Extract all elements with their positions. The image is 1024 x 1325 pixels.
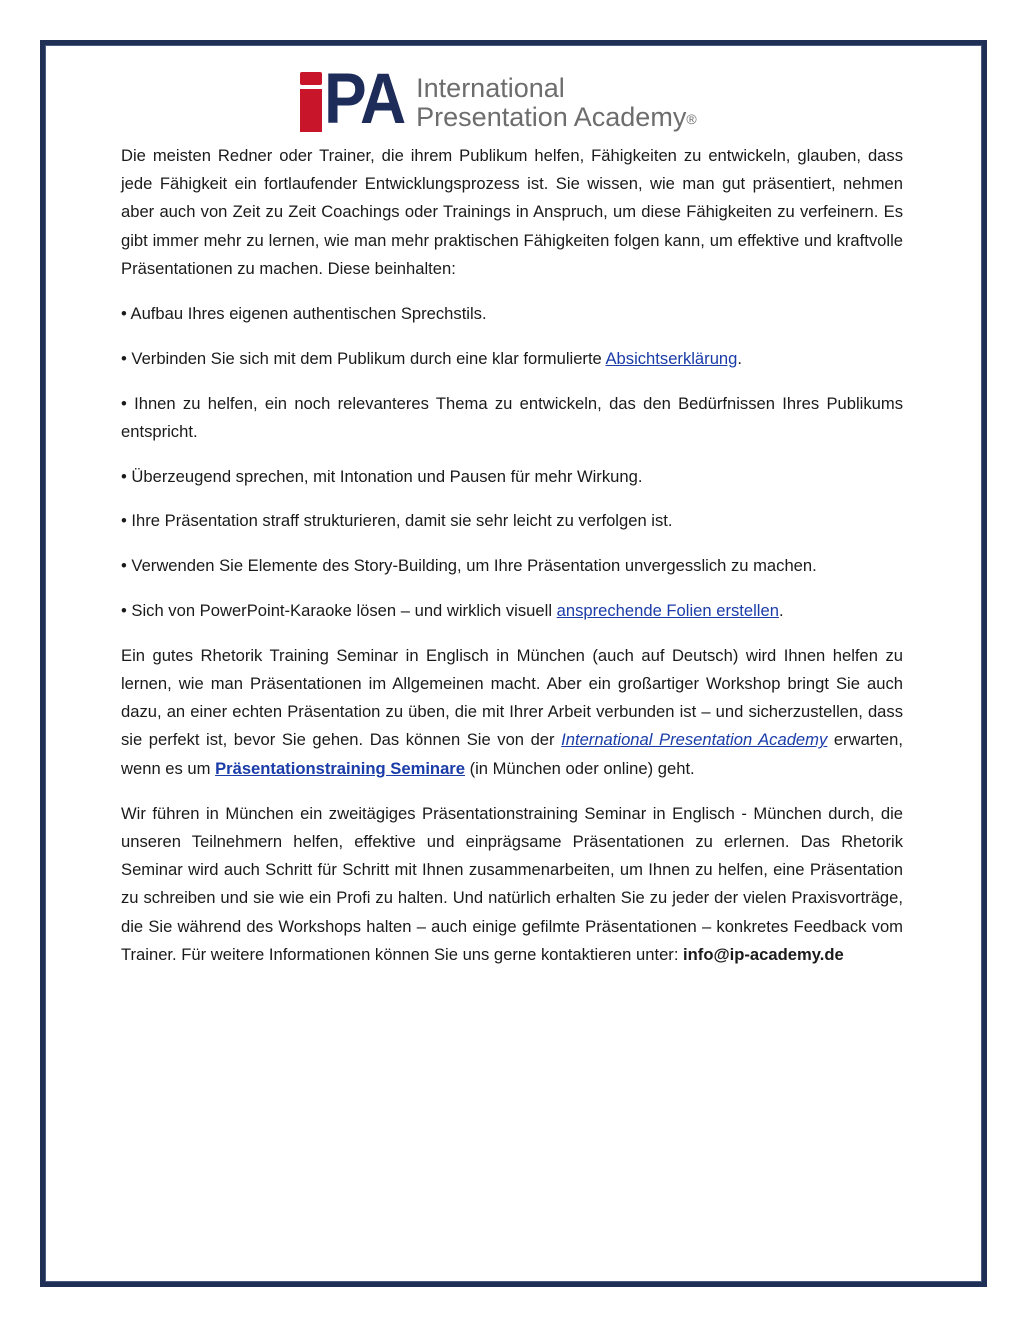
bullet-item: • Ihre Präsentation straff strukturieren, damit sie sehr leicht zu verfolgen ist.	[121, 511, 673, 531]
bullet-item: • Sich von PowerPoint-Karaoke lösen – und wirklich visuell ansprechende Folien erstellen.	[121, 601, 784, 620]
folien-erstellen-link[interactable]: ansprechende Folien erstellen	[556, 601, 779, 620]
bullet-item: • Verwenden Sie Elemente des Story-Building, um Ihre Präsentation unvergesslich zu machen.	[121, 556, 817, 576]
logo-mark	[300, 58, 405, 139]
bullet-item: • Ihnen zu helfen, ein noch relevanteres Thema zu entwickeln, das den Bedürfnissen Ihres Publikums entspricht.	[121, 393, 903, 441]
logo-line-1: International	[416, 73, 565, 103]
intro-paragraph: Die meisten Redner oder Trainer, die ihrem Publikum helfen, Fähigkeiten zu entwickeln, glauben, dass jede Fähigkeit ein fortlaufender Entwicklungsprozess ist. Sie wissen, wie man gut präsentiert, nehmen aber auch von Zeit zu Zeit Coachings oder Trainings in Anspruch, um diese Fähigkeiten zu verfeinern. Es gibt immer mehr zu lernen, wie man mehr praktischen Fähigkeiten folgen kann, um effektive und kraftvolle Präsentationen zu machen. Diese beinhalten:	[121, 146, 903, 278]
logo-line-2: Presentation Academy®	[416, 102, 697, 132]
praesentationstraining-link[interactable]: Präsentationstraining Seminare	[215, 758, 465, 778]
bullet-item: • Aufbau Ihres eigenen authentischen Sprechstils.	[121, 304, 487, 324]
absichtserklaerung-link[interactable]: Absichtserklärung	[605, 348, 738, 368]
logo-i-glyph	[300, 72, 322, 132]
logo-wordmark	[416, 74, 697, 132]
ipa-link[interactable]: International Presentation Academy	[561, 730, 828, 750]
bullet-item: • Überzeugend sprechen, mit Intonation und Pausen für mehr Wirkung.	[121, 466, 643, 486]
bullet-item: • Verbinden Sie sich mit dem Publikum durch eine klar formulierte Absichtserklärung.	[121, 348, 743, 368]
document-body	[121, 142, 903, 986]
logo-pa-text: PA	[324, 58, 405, 139]
ipa-logo	[300, 58, 697, 139]
seminar-paragraph: Ein gutes Rhetorik Training Seminar in Englisch in München (auch auf Deutsch) wird Ihnen helfen zu lernen, wie man Präsentationen im Allgemeinen macht. Aber ein großartiger Workshop bringt Sie auch dazu, an einer echten Präsentation zu üben, die mit Ihrer Arbeit verbunden ist – und sicherzustellen, dass sie perfekt ist, bevor Sie gehen. Das können Sie von der International Presentation Academy erwarten, wenn es um Präsentationstraining Seminare (in München oder online) geht.	[121, 645, 904, 778]
contact-email: info@ip-academy.de	[683, 944, 844, 964]
contact-paragraph: Wir führen in München ein zweitägiges Präsentationstraining Seminar in Englisch - München durch, die unseren Teilnehmern helfen, effektive und einprägsame Präsentationen zu erlernen. Das Rhetorik Seminar wird auch Schritt für Schritt mit Ihnen zusammenarbeiten, um Ihnen zu helfen, eine Präsentation zu schreiben und sie wie ein Profi zu halten. Und natürlich erhalten Sie zu jeder der vielen Praxisvorträge, die Sie während des Workshops halten – auch einige gefilmte Präsentationen – konkretes Feedback vom Trainer. Für weitere Informationen können Sie uns gerne kontaktieren unter: info@ip-academy.de	[121, 803, 903, 964]
registered-mark: ®	[686, 111, 697, 127]
